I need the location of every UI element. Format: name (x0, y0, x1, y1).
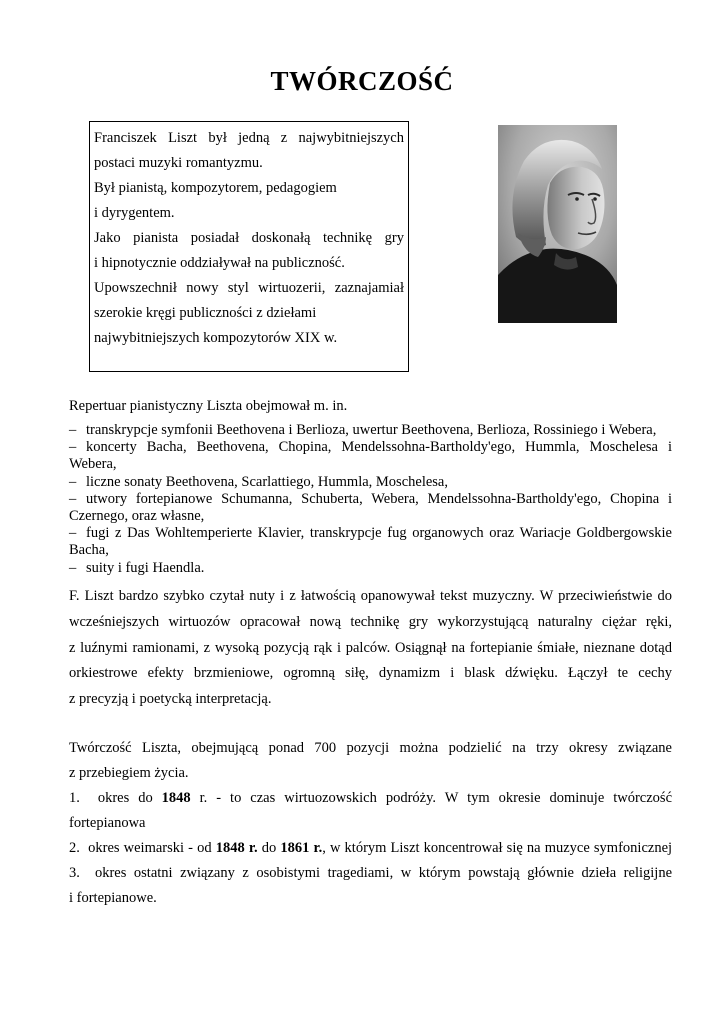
period-3 (69, 861, 672, 886)
dash-bullet: – (69, 525, 77, 542)
list-item (69, 474, 672, 491)
list-item-text: liczne sonaty Beethovena, Scarlattiego, Hummla, Moschelesa, (86, 473, 448, 490)
list-item-text: fugi z Das Wohltemperierte Klavier, transkrypcje fug organowych oraz Wariacje Goldbergowskie Bacha, (69, 525, 672, 559)
period-text: do (257, 840, 281, 856)
period-text: r. - to czas wirtuozowskich podróży. W tym okresie dominuje twórczość (190, 790, 672, 806)
intro-box (89, 121, 409, 372)
period-text: okres weimarski - od (88, 840, 216, 856)
intro-line: szerokie kręgi publiczności z dziełami (94, 305, 317, 321)
list-item (69, 491, 672, 525)
period-2 (69, 836, 672, 861)
periods-intro-line: z przebiegiem życia. (69, 765, 189, 781)
period-year: 1848 r. (215, 840, 258, 856)
dash-bullet: – (69, 490, 77, 507)
intro-line: Franciszek Liszt był jedną z najwybitniejszych (94, 130, 404, 146)
periods-intro-line: Twórczość Liszta, obejmującą ponad 700 pozycji można podzielić na trzy okresy związane (69, 740, 672, 756)
period-year: 1848 (161, 790, 191, 806)
paragraph-line: wcześniejszych wirtuozów opracował nową technikę gry wykorzystującą naturalny ciężar ręki, (69, 613, 672, 630)
intro-line: najwybitniejszych kompozytorów XIX w. (94, 330, 338, 346)
list-item (69, 439, 672, 473)
paragraph-line: orkiestrowe efekty brzmieniowe, ogromną siłę, dynamizm i blask dźwięku. Łączył te cechy (69, 665, 672, 682)
dash-bullet: – (69, 559, 77, 576)
period-number: 2. (69, 840, 80, 856)
intro-line: Jako pianista posiadał doskonałą technikę gry (94, 230, 404, 246)
intro-line: postaci muzyki romantyzmu. (94, 155, 263, 171)
period-number: 1. (69, 790, 80, 806)
page-title: TWÓRCZOŚĆ (270, 66, 454, 96)
list-item-text: utwory fortepianowe Schumanna, Schuberta, Webera, Mendelssohna-Bartholdy'ego, Chopina i Czernego, oraz własne, (69, 490, 672, 525)
period-3-cont: i fortepianowe. (69, 890, 157, 906)
technique-paragraph (69, 584, 672, 713)
paragraph-line: F. Liszt bardzo szybko czytał nuty i z łatwością opanowywał tekst muzyczny. W przeciwieństwie do (69, 588, 672, 604)
list-item-text: transkrypcje symfonii Beethovena i Berlioza, uwertur Beethovena, Berlioza, Rossiniego i Webera, (86, 422, 657, 438)
paragraph-line: z precyzją i poetycką interpretacją. (69, 691, 272, 708)
period-1-cont: fortepianowa (69, 815, 146, 831)
period-text: okres do (97, 790, 162, 806)
repertoire-list (69, 422, 672, 577)
period-text: okres ostatni związany z osobistymi tragediami, w którym powstają głównie dzieła religijne (94, 865, 673, 881)
period-year: 1861 r. (280, 840, 323, 856)
intro-line: i dyrygentem. (94, 205, 175, 221)
dash-bullet: – (69, 473, 77, 490)
list-item (69, 560, 672, 577)
intro-line: i hipnotycznie oddziaływał na publiczność. (94, 255, 345, 271)
list-item (69, 525, 672, 559)
list-item-text: suity i fugi Haendla. (86, 559, 205, 576)
period-1 (69, 786, 672, 811)
dash-bullet: – (69, 422, 77, 438)
portrait-photo-icon (498, 125, 617, 323)
list-item-text: koncerty Bacha, Beethovena, Chopina, Mendelssohna-Bartholdy'ego, Hummla, Moschelesa i Webera, (69, 439, 672, 473)
list-item (69, 422, 672, 439)
period-text: , w którym Liszt koncentrował się na muzyce symfonicznej (322, 840, 673, 856)
periods-section (69, 736, 672, 911)
repertoire-lead: Repertuar pianistyczny Liszta obejmował m. in. (69, 398, 348, 414)
period-number: 3. (69, 865, 80, 881)
intro-line: Upowszechnił nowy styl wirtuozerii, zaznajamiał (94, 280, 404, 296)
paragraph-line: z luźnymi ramionami, z wysoką pozycją rąk i palców. Osiągnął na fortepianie śmiałe, nieznane dotąd (69, 639, 672, 656)
intro-line: Był pianistą, kompozytorem, pedagogiem (94, 180, 337, 196)
dash-bullet: – (69, 439, 77, 456)
